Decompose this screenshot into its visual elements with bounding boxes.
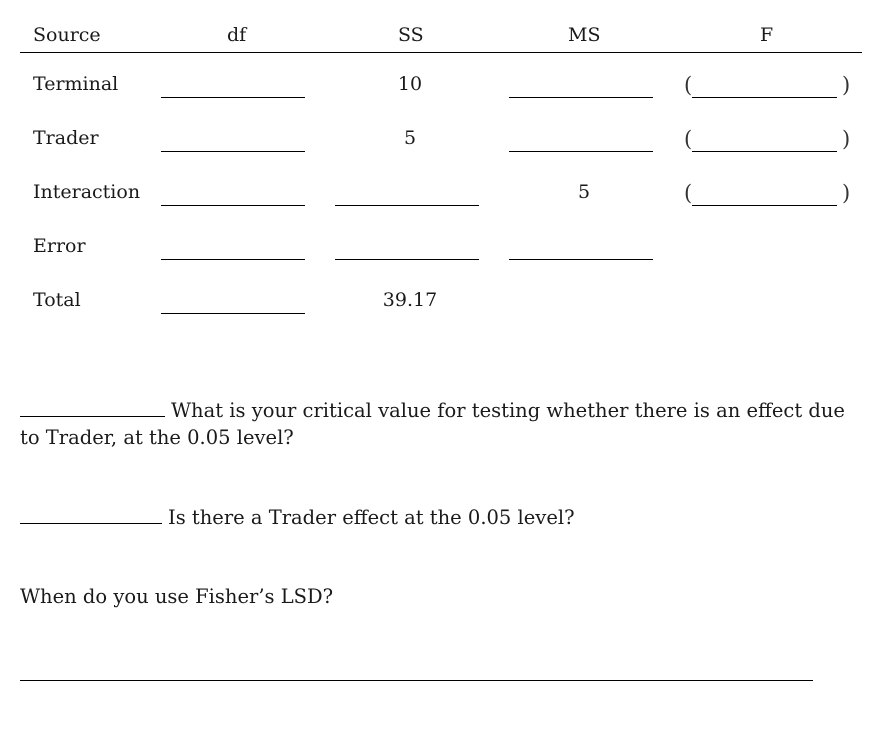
f-blank-interaction[interactable] <box>692 205 837 206</box>
ms-blank-terminal[interactable] <box>509 97 653 98</box>
df-blank-error[interactable] <box>161 259 305 260</box>
ss-value-trader: 5 <box>403 127 417 149</box>
f-open-paren: ( <box>684 181 693 205</box>
anova-table <box>20 20 862 329</box>
df-blank-total[interactable] <box>161 313 305 314</box>
f-close-paren: ) <box>842 181 851 205</box>
row-label-total: Total <box>33 289 81 311</box>
table-row <box>20 221 862 275</box>
header-ss: SS <box>398 24 424 46</box>
f-close-paren: ) <box>842 73 851 97</box>
table-row <box>20 59 862 113</box>
question-text-critical-value: What is your critical value for testing whether there is an effect due to Trader, at the 0.05 level? <box>20 399 845 449</box>
question-fisher-lsd <box>20 583 850 610</box>
ss-blank-error[interactable] <box>335 259 479 260</box>
f-close-paren: ) <box>842 127 851 151</box>
table-row <box>20 275 862 329</box>
row-label-error: Error <box>33 235 86 257</box>
answer-blank-critical-value[interactable] <box>20 416 165 417</box>
table-row <box>20 113 862 167</box>
table-header <box>20 20 862 53</box>
ms-blank-trader[interactable] <box>509 151 653 152</box>
ss-value-terminal: 10 <box>397 73 423 95</box>
ss-value-total: 39.17 <box>382 289 438 311</box>
ms-blank-error[interactable] <box>509 259 653 260</box>
f-blank-terminal[interactable] <box>692 97 837 98</box>
table-row <box>20 167 862 221</box>
f-blank-trader[interactable] <box>692 151 837 152</box>
df-blank-terminal[interactable] <box>161 97 305 98</box>
question-critical-value <box>20 397 850 451</box>
header-source: Source <box>33 24 101 46</box>
question-trader-effect <box>20 504 850 531</box>
header-f: F <box>760 24 774 46</box>
df-blank-trader[interactable] <box>161 151 305 152</box>
header-df: df <box>227 24 247 46</box>
df-blank-interaction[interactable] <box>161 205 305 206</box>
question-text-fisher-lsd: When do you use Fisher’s LSD? <box>20 585 334 608</box>
question-text-trader-effect: Is there a Trader effect at the 0.05 level? <box>168 506 575 529</box>
answer-line-fisher-lsd[interactable] <box>20 680 813 681</box>
f-open-paren: ( <box>684 127 693 151</box>
f-open-paren: ( <box>684 73 693 97</box>
ms-value-interaction: 5 <box>577 181 591 203</box>
ss-blank-interaction[interactable] <box>335 205 479 206</box>
row-label-interaction: Interaction <box>33 181 141 203</box>
header-ms: MS <box>568 24 601 46</box>
row-label-trader: Trader <box>33 127 99 149</box>
answer-blank-trader-effect[interactable] <box>20 523 162 524</box>
row-label-terminal: Terminal <box>33 73 119 95</box>
